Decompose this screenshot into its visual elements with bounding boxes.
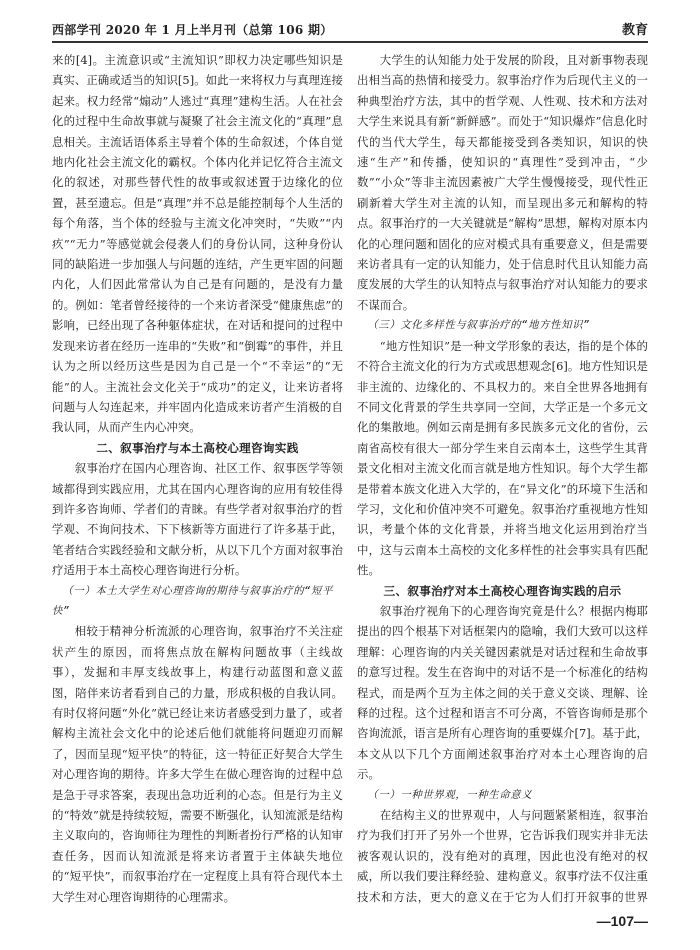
article-body [52, 50, 648, 910]
section-label: 教育 [621, 23, 648, 38]
right-column [357, 50, 648, 910]
paragraph: 叙事治疗视角下的心理咨询究竟是什么？根据内梅耶提出的四个根基下对话框架内的隐喻，我们大致可以这样理解：心理咨询的内关关键因素就是对话过程和生命故事的意写过程。发生在咨询中的对话不是一个标准化的结构程式，而是两个互为主体之间的关于意义交谈、理解、诠释的过程。这个过程和语言不可分离，不管咨询师是那个咨询流派，语言是所有心理咨询的重要媒介[7]。基于此，本文从以下几个方面阐述叙事治疗对本土心理咨询的启示。 [357, 603, 648, 782]
paragraph: 在结构主义的世界观中，人与问题紧紧相连，叙事治疗为我们打开了另外一个世界，它告诉我们现实并非无法被客观认识的，没有绝对的真理，因此也没有绝对的权威，所以我们要注释经验、建构意义。叙事疗法不仅注重技术和方法，更大的意义在于它为人们打开叙事的世界 [357, 808, 648, 904]
page-number: —107— [596, 913, 648, 929]
section-heading: 三、叙事治疗对本土高校心理咨询实践的启示 [383, 583, 622, 598]
paragraph: 叙事治疗在国内心理咨询、社区工作、叙事医学等领域都得到实践应用，尤其在国内心理咨询的应用有较佳得到许多咨询师、学者们的青睐。有些学者对叙事治疗的哲学观、不询问技术、下下核新等方面进行了许多基于此，笔者结合实践经验和文献分析，从以下几个方面对叙事治疗适用于本土高校心理咨询进行分析。 [52, 461, 343, 578]
section-heading: 二、叙事治疗与本土高校心理咨询实践 [96, 440, 299, 455]
journal-issue-line [52, 21, 333, 38]
subsection-heading: （一）本土大学生对心理咨询的期待与叙事治疗的“短平快” [52, 584, 334, 617]
paragraph: “地方性知识”是一种文学形象的表达，指的是个体的不符合主流文化的行为方式或思想观念[6]。地方性知识是非主流的、边缘化的、不具权力的。来自全世界各地拥有不同文化背景的学生共享同一空间，大学正是一个多元文化的集散地。例如云南是拥有多民族多元文化的省份，云南省高校有很大一部分学生来自云南本土，这些学生其背景文化相对主流文化而言就是地方性知识。每个大学生都是带着本族文化进入大学的，在“异文化”的环境下生活和学习，文化和价值冲突不可避免。叙事治疗重视地方性知识，考量个体的文化背景，并将当地文化运用到治疗当中，这与云南本土高校的文化多样性的社会事实具有匹配性。 [357, 338, 648, 578]
issue-info: 2020 年 1 月上半月刊（总第 106 期） [105, 23, 333, 37]
paragraph: 相较于精神分析流派的心理咨询，叙事治疗不关注症状产生的原因，而将焦点放在解构问题故事（主线故事），发掘和丰厚支线故事上，构建行动蓝图和意义蓝图，陪伴来访者看到自己的力量，形成积极的自我认同。有时仅将问题“外化”就已经让来访者感受到力量了，或者解构主流社会文化中的论述后他们就能将问题迎刃而解了，因而呈现“短平快”的特征，这一特征正好契合大学生对心理咨询的期待。许多大学生在做心理咨询的过程中总是急于寻求答案，表现出急功近利的心态。但是行为主义的“特效”就是持续较短，需要不断强化，认知流派是结构主义取向的，咨询师往为理性的判断者扮行严格的认知审查任务，因而认知流派是将来访者置于主体缺失地位的“短平快”，而叙事治疗在一定程度上具有符合现代本土大学生对心理咨询期待的心理需求。 [52, 624, 343, 904]
subsection-heading: （三）文化多样性与叙事治疗的“地方性知识” [367, 319, 590, 332]
paragraph: 大学生的认知能力处于发展的阶段，且对新事物表现出相当高的热情和接受力。叙事治疗作为后现代主义的一种典型治疗方法，其中的哲学观、人性观、技术和方法对大学生来说具有新“新鲜感”。而处于“知识爆炸”信息化时代的当代大学生，每天都能接受到各类知识，知识的快速“生产”和传播，使知识的“真理性”受到冲击，“少数”“小众”等非主流因素被广大学生慢慢接受，现代性正刷新着大学生对主流的认知，而呈现出多元和解构的特点。叙事治疗的一大关键就是“解构”思想，解构对原本内化的心理问题和固化的应对模式具有重要意义，但是需要来访者具有一定的认知能力，处于信息时代且认知能力高度发展的大学生的认知特点与叙事治疗对认知能力的要求不谋而合。 [357, 53, 648, 312]
paragraph: 来的[4]。主流意识或“主流知识”即权力决定哪些知识是真实、正确或适当的知识[5]。如此一来将权力与真理连接起来。权力经常“煽动”人逃过“真理”建构生活。人在社会化的过程中生命故事就与凝聚了社会主流文化的“真理”息息相关。主流话语体系主导着个体的生命叙述，个体自觉地内化社会主流文化的霸权。个体内化并记忆符合主流文化的叙述，对那些替代性的故事或叙述置于边缘化的位置，甚至遗忘。但是“真理”并不总是能控制每个人生活的每个角落，当个体的经验与主流文化冲突时，“失败”“内疚”“无力”等感觉就会侵袭人们的身份认同，这种身份认同的缺陷进一步加强人与问题的连结，产生更牢固的问题内化，人们因此常常认为自己是有问题的，是没有力量的。例如：笔者曾经接待的一个来访者深受“健康焦虑”的影响，已经出现了各种躯体症状，在对话和提问的过程中发现来访者在经历一连串的“失败”和“倒霉”的事件，并且认为之所以经历这些是因为自己是一个“不幸运”的“无能”的人。主流社会文化关于“成功”的定义，让来访者将问题与人勾连起来，并牢固内化造成来访者产生消极的自我认同，从而产生内心冲突。 [52, 53, 343, 435]
journal-name: 西部学刊 [52, 23, 102, 37]
subsection-heading [52, 907, 343, 910]
subsection-heading: （一）一种世界观，一种生命意义 [367, 788, 533, 801]
left-column [52, 50, 343, 910]
page-header [52, 18, 648, 43]
